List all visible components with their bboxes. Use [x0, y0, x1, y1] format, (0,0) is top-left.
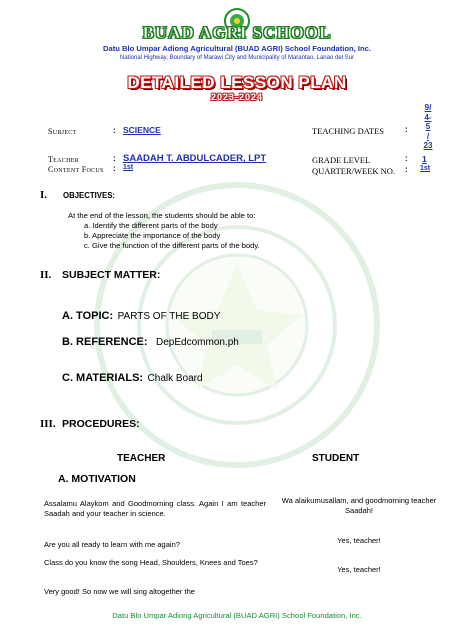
objective-item: a. Identify the different parts of the body	[84, 221, 218, 230]
teaching-dates-label: TEACHING DATES	[312, 126, 385, 136]
reference-value: DepEdcommon.ph	[156, 337, 239, 348]
teaching-date-part: 23	[423, 141, 433, 150]
teaching-date-part: 9/	[424, 103, 432, 112]
teaching-dates-colon: :	[405, 125, 408, 134]
topic-value: PARTS OF THE BODY	[117, 311, 221, 322]
subject-value: SCIENCE	[123, 125, 161, 135]
topic-row	[62, 306, 220, 324]
teacher-line: Assalamu Alaykom and Goodmorning class. Again I am teacher Saadah and your teacher in science.	[44, 499, 266, 518]
teaching-dates-value	[418, 103, 438, 151]
student-line: Wa alaikumusallam, and goodmorning teacher Saadah!	[281, 496, 437, 515]
teacher-value: SAADAH T. ABDULCADER, LPT	[123, 153, 267, 164]
subject-colon: :	[113, 126, 116, 135]
grade-level-colon: :	[405, 154, 408, 163]
materials-value: Chalk Board	[147, 373, 203, 384]
footer-text: Datu Blo Umpar Adiong Agricultural (BUAD AGRI) School Foundation, Inc.	[112, 611, 362, 620]
teacher-label: Teacher	[48, 155, 79, 164]
motivation-label: A. MOTIVATION	[58, 473, 136, 485]
subject-matter-number: II.	[40, 269, 52, 281]
objectives-title: OBJECTIVES:	[63, 191, 115, 200]
subject-label: Subject	[48, 127, 77, 136]
procedures-title: PROCEDURES:	[62, 418, 140, 430]
teacher-column-header: TEACHER	[117, 453, 166, 464]
teacher-line: Are you all ready to learn with me again?	[44, 540, 180, 549]
materials-label: C. MATERIALS:	[62, 372, 144, 384]
content-focus-label: Content Focus	[48, 165, 104, 174]
student-line: Yes, teacher!	[337, 565, 381, 574]
teacher-line: Very good! So now we will sing altogether the	[44, 587, 195, 596]
document-title: DETAILED LESSON PLAN	[127, 73, 347, 92]
reference-label: B. REFERENCE:	[62, 336, 148, 348]
teaching-date-part: 4-	[424, 112, 432, 122]
teacher-colon: :	[113, 154, 116, 163]
school-name: BUAD AGRI SCHOOL	[142, 23, 332, 42]
teacher-line: Class do you know the song Head, Shoulders, Knees and Toes?	[44, 558, 258, 567]
objective-item: b. Appreciate the importance of the body	[84, 231, 221, 240]
quarter-label: QUARTER/WEEK NO.	[312, 166, 396, 176]
reference-row	[62, 332, 239, 350]
foundation-name: Datu Blo Umpar Adiong Agricultural (BUAD AGRI) School Foundation, Inc.	[103, 44, 371, 53]
content-focus-colon: :	[113, 164, 116, 173]
topic-label: A. TOPIC:	[62, 310, 114, 322]
subject-matter-title: SUBJECT MATTER:	[62, 269, 161, 281]
quarter-value: 1st	[420, 165, 431, 172]
objectives-intro: At the end of the lesson, the students should be able to:	[68, 211, 256, 220]
grade-level-label: GRADE LEVEL	[312, 155, 371, 165]
student-column-header: STUDENT	[312, 453, 360, 464]
content-focus-value: 1st	[123, 164, 134, 171]
teaching-date-part: 5	[425, 122, 431, 131]
school-address: National Highway, Boundary of Marawi City and Municipality of Marantao, Lanao del Sur	[119, 55, 354, 61]
grade-level-value: 1	[422, 154, 427, 164]
student-line: Yes, teacher!	[337, 536, 381, 545]
quarter-colon: :	[405, 165, 408, 174]
materials-row	[62, 368, 203, 386]
objectives-number: I.	[40, 189, 48, 201]
teaching-date-part: /	[426, 131, 430, 141]
school-year: 2023-2024	[210, 92, 264, 102]
procedures-number: III.	[40, 418, 56, 430]
objective-item: c. Give the function of the different parts of the body.	[84, 241, 260, 250]
